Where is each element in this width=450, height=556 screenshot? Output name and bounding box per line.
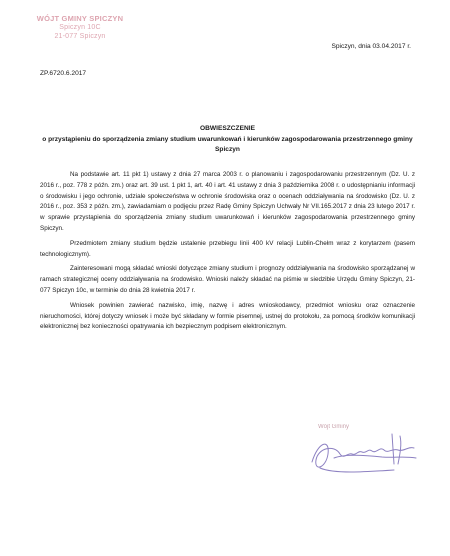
case-number: ZP.6720.6.2017 bbox=[40, 70, 87, 77]
title-block bbox=[40, 124, 415, 155]
stamp-line-3: 21-077 Spiczyn bbox=[54, 33, 106, 40]
document-subtitle: o przystąpieniu do sporządzenia zmiany studium uwarunkowań i kierunków zagospodarowania przestrzennego gminy Spiczyn bbox=[42, 136, 413, 153]
paragraph: Zainteresowani mogą składać wnioski dotyczące zmiany studium i prognozy oddziaływania na środowisko sporządzanej w ramach strategicznej oceny oddziaływania na środowisko. Wnioski należy składać na piśmie w siedzibie Urzędu Gminy Spiczyn, 21-077 Spiczyn 10c, w terminie do dnia 28 kwietnia 2017 r. bbox=[40, 265, 415, 294]
signature-stamp-label: Wójt Gminy bbox=[318, 424, 350, 430]
document-title: OBWIESZCZENIE bbox=[200, 125, 255, 132]
paragraph: Na podstawie art. 11 pkt 1) ustawy z dnia 27 marca 2003 r. o planowaniu i zagospodarowaniu przestrzennym (Dz. U. z 2016 r., poz. 778 z późn. zm.) oraz art. 39 ust. 1 pkt 1, art. 40 i art. 41 ustawy z dnia 3 października 2008 r. o udostępnianiu informacji o środowisku i jego ochronie, udziale społeczeństwa w ochronie środowiska oraz o ocenach oddziaływania na środowisko (Dz. U. z 2016 r., poz. 353 z późn. zm.), zawiadamiam o podjęciu przez Radę Gminy Spiczyn Uchwały Nr VII.165.2017 z dnia 23 lutego 2017 r. w sprawie przystąpienia do sporządzenia zmiany studium uwarunkowań i kierunków zagospodarowania przestrzennego gminy Spiczyn. bbox=[40, 171, 415, 232]
handwritten-signature-icon bbox=[304, 424, 424, 479]
document-body bbox=[40, 170, 415, 337]
place-date: Spiczyn, dnia 03.04.2017 r. bbox=[331, 43, 411, 50]
paragraph: Wniosek powinien zawierać nazwisko, imię, nazwę i adres wnioskodawcy, przedmiot wniosku oraz oznaczenie nieruchomości, której dotyczy wniosek i może być składany w formie pisemnej, ustnej do protokołu, za pomocą środków komunikacji elektronicznej bez konieczności opatrywania ich bezpiecznym podpisem elektronicznym. bbox=[40, 301, 415, 331]
stamp-line-2: Spiczyn 10C bbox=[59, 24, 101, 31]
stamp-line-1: WÓJT GMINY SPICZYN bbox=[36, 14, 124, 23]
paragraph: Przedmiotem zmiany studium będzie ustalenie przebiegu linii 400 kV relacji Lublin-Chełm wraz z korytarzem (pasem technologicznym). bbox=[40, 239, 415, 258]
office-stamp bbox=[30, 14, 130, 41]
signature bbox=[304, 424, 424, 479]
